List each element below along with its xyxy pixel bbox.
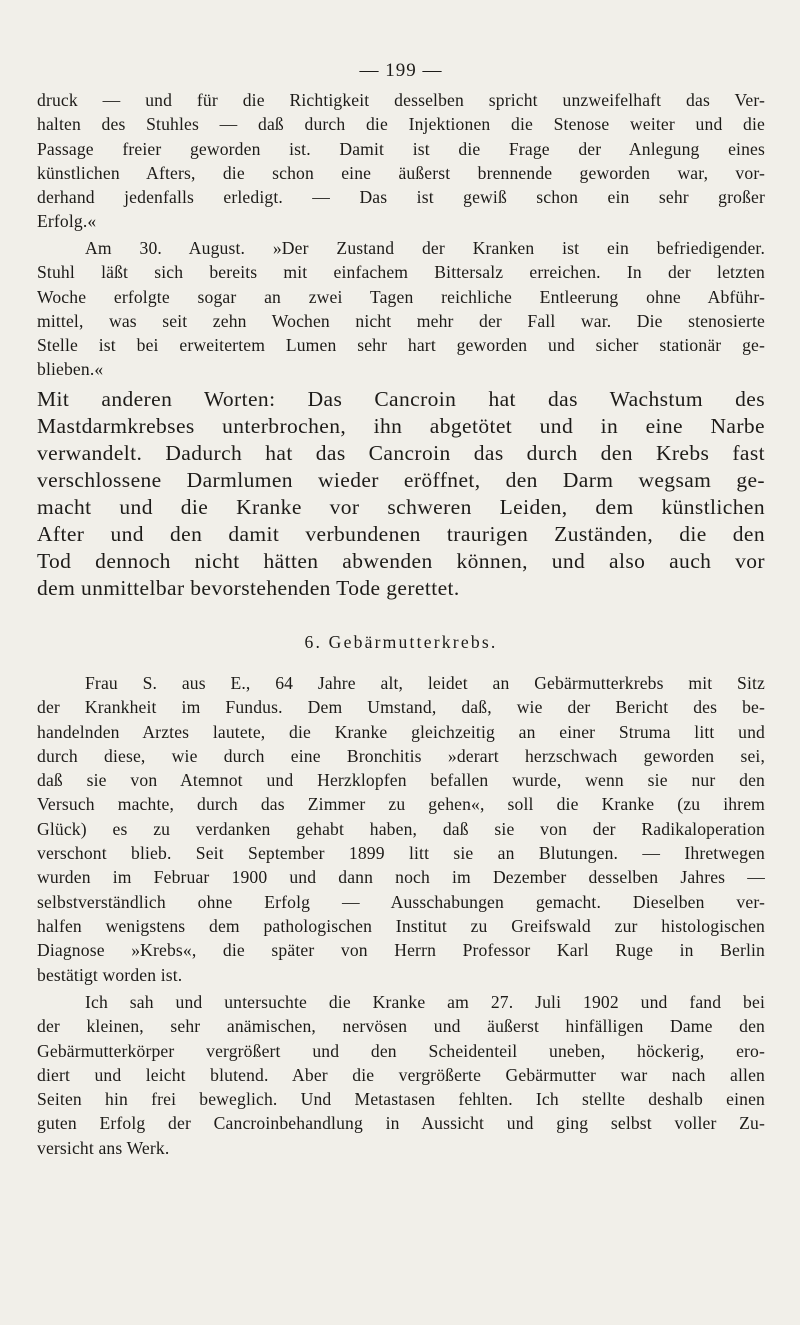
document-page bbox=[37, 0, 765, 1325]
text-line: Ich sah und untersuchte die Kranke am 27. Juli 1902 und fand bei bbox=[85, 992, 765, 1012]
section-heading: 6. Gebärmutterkrebs. bbox=[304, 632, 498, 652]
text-line: verschont blieb. Seit September 1899 litt sie an Blutungen. — Ihretwegen bbox=[37, 843, 765, 864]
text-line: dem unmittelbar bevorstehenden Tode gerettet. bbox=[37, 576, 460, 600]
text-line: versicht ans Werk. bbox=[37, 1137, 170, 1158]
text-line: wurden im Februar 1900 und dann noch im Dezember desselben Jahres — bbox=[37, 867, 765, 888]
text-line: Gebärmutterkörper vergrößert und den Scheidenteil uneben, höckerig, ero- bbox=[37, 1040, 765, 1061]
text-line: handelnden Arztes lautete, die Kranke gleichzeitig an einer Struma litt und bbox=[37, 721, 765, 742]
text-line: diert und leicht blutend. Aber die vergrößerte Gebärmutter war nach allen bbox=[37, 1064, 765, 1085]
paragraph-5 bbox=[37, 990, 765, 1160]
text-line: halten des Stuhles — daß durch die Injektionen die Stenose weiter und die bbox=[37, 114, 765, 135]
text-line: selbstverständlich ohne Erfolg — Ausschabungen gemacht. Dieselben ver- bbox=[37, 891, 765, 912]
text-line: Passage freier geworden ist. Damit ist die Frage der Anlegung eines bbox=[37, 138, 765, 159]
text-line: After und den damit verbundenen traurigen Zuständen, die den bbox=[37, 522, 765, 546]
text-line: halfen wenigstens dem pathologischen Institut zu Greifswald zur histologischen bbox=[37, 915, 765, 936]
text-line: Mastdarmkrebses unterbrochen, ihn abgetötet und in eine Narbe bbox=[37, 414, 765, 438]
paragraph-2 bbox=[37, 236, 765, 382]
text-line: Erfolg.« bbox=[37, 211, 97, 232]
text-line: verschlossene Darmlumen wieder eröffnet, den Darm wegsam ge- bbox=[37, 468, 765, 492]
text-line: Stelle ist bei erweitertem Lumen sehr hart geworden und sicher stationär ge- bbox=[37, 335, 765, 356]
text-line: guten Erfolg der Cancroinbehandlung in Aussicht und ging selbst voller Zu- bbox=[37, 1113, 765, 1134]
paragraph-3-emphasis bbox=[37, 386, 765, 602]
text-line: daß sie von Atemnot und Herzklopfen befallen wurde, wenn sie nur den bbox=[37, 770, 765, 791]
paragraph-1 bbox=[37, 88, 765, 234]
text-line: Versuch machte, durch das Zimmer zu gehen«, soll die Kranke (zu ihrem bbox=[37, 794, 765, 815]
text-line: derhand jedenfalls erledigt. — Das ist gewiß schon ein sehr großer bbox=[37, 187, 765, 208]
paragraph-4 bbox=[37, 671, 765, 987]
text-line: Tod dennoch nicht hätten abwenden können, und also auch vor bbox=[37, 549, 765, 573]
text-line: Diagnose »Krebs«, die später von Herrn Professor Karl Ruge in Berlin bbox=[37, 940, 765, 961]
text-line: blieben.« bbox=[37, 359, 104, 380]
text-line: Stuhl läßt sich bereits mit einfachem Bittersalz erreichen. In der letzten bbox=[37, 262, 765, 283]
text-line: der Krankheit im Fundus. Dem Umstand, daß, wie der Bericht des be- bbox=[37, 697, 765, 718]
text-line: verwandelt. Dadurch hat das Cancroin das durch den Krebs fast bbox=[37, 441, 765, 465]
text-line: Am 30. August. »Der Zustand der Kranken ist ein befriedigender. bbox=[85, 238, 765, 258]
text-line: der kleinen, sehr anämischen, nervösen und äußerst hinfälligen Dame den bbox=[37, 1016, 765, 1037]
text-line: Frau S. aus E., 64 Jahre alt, leidet an Gebärmutterkrebs mit Sitz bbox=[85, 673, 765, 693]
text-line: macht und die Kranke vor schweren Leiden, dem künstlichen bbox=[37, 495, 765, 519]
text-line: Glück) es zu verdanken gehabt haben, daß sie von der Radikaloperation bbox=[37, 818, 765, 839]
text-line: durch diese, wie durch eine Bronchitis »derart herzschwach geworden sei, bbox=[37, 745, 765, 766]
page-number: — 199 — bbox=[359, 60, 443, 81]
text-line: Mit anderen Worten: Das Cancroin hat das Wachstum des bbox=[37, 387, 765, 411]
text-line: mittel, was seit zehn Wochen nicht mehr der Fall war. Die stenosierte bbox=[37, 310, 765, 331]
text-line: druck — und für die Richtigkeit desselben spricht unzweifelhaft das Ver- bbox=[37, 90, 765, 110]
text-line: bestätigt worden ist. bbox=[37, 964, 183, 985]
text-line: Seiten hin frei beweglich. Und Metastasen fehlten. Ich stellte deshalb einen bbox=[37, 1089, 765, 1110]
text-line: Woche erfolgte sogar an zwei Tagen reichliche Entleerung ohne Abführ- bbox=[37, 286, 765, 307]
text-line: künstlichen Afters, die schon eine äußerst brennende geworden war, vor- bbox=[37, 162, 765, 183]
